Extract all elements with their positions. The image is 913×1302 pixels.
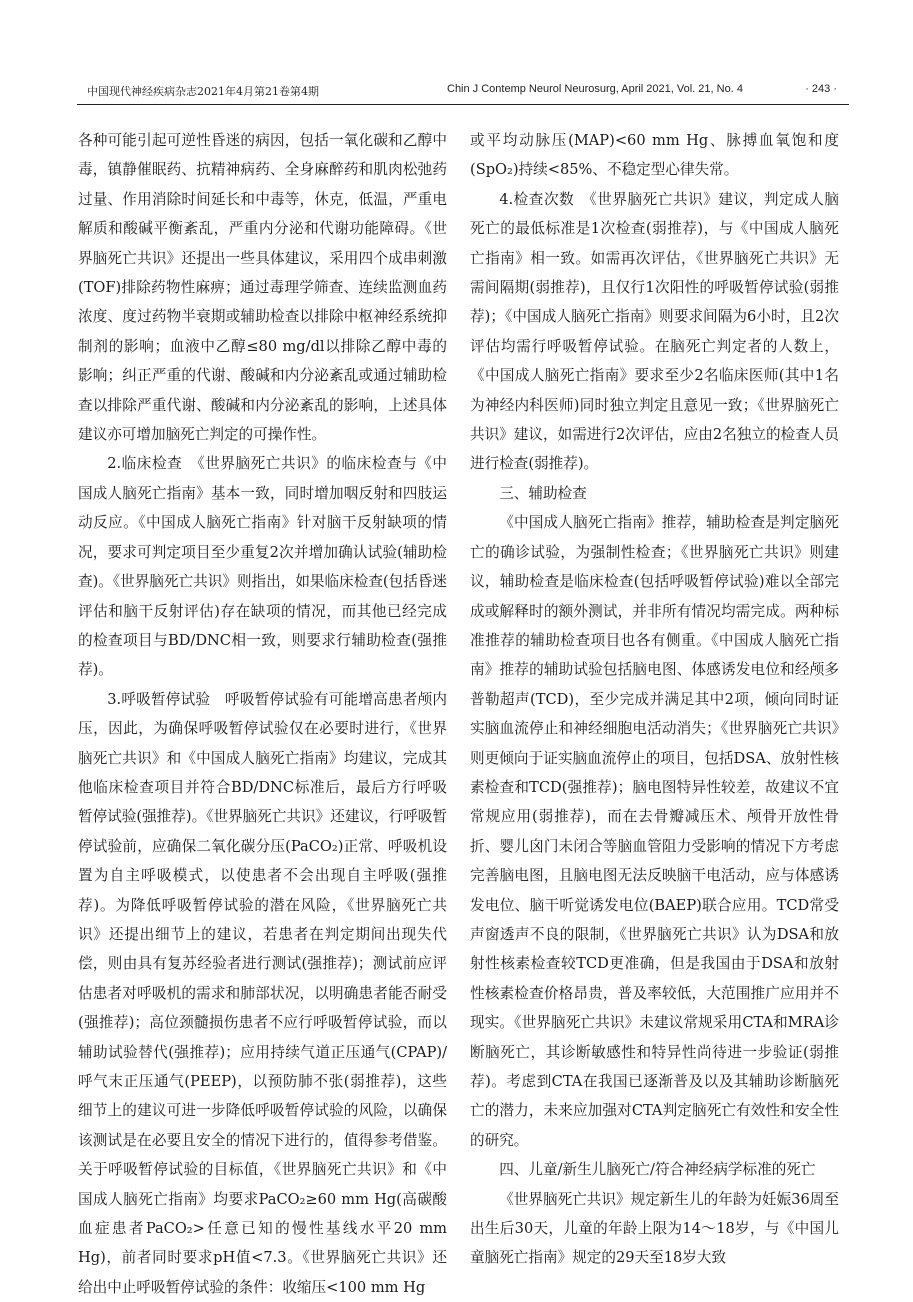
right-column <box>470 126 839 1273</box>
journal-title-en: Chin J Contemp Neurol Neurosurg, April 2021, Vol. 21, No. 4 <box>447 83 743 95</box>
journal-title-cn: 中国现代神经疾病杂志2021年4月第21卷第4期 <box>87 85 319 98</box>
paragraph-ancillary-tests: 《中国成人脑死亡指南》推荐，辅助检查是判定脑死亡的确诊试验，为强制性检查；《世界脑死亡共识》则建议，辅助检查是临床检查(包括呼吸暂停试验)难以全部完成或解释时的额外测试，并非所有情况均需完成。两种标准推荐的辅助检查项目也各有侧重。《中国成人脑死亡指南》推荐的辅助试验包括脑电图、体感诱发电位和经颅多普勒超声(TCD)，至少完成并满足其中2项，倾向同时证实脑血流停止和神经细胞电活动消失；《世界脑死亡共识》则更倾向于证实脑血流停止的项目，包括DSA、放射性核素检查和TCD(强推荐)；脑电图特异性较差，故建议不宜常规应用(弱推荐)，而在去骨瓣减压术、颅骨开放性骨折、婴儿囟门未闭合等脑血管阻力受影响的情况下方考虑完善脑电图，且脑电图无法反映脑干电活动，应与体感诱发电位、脑干听觉诱发电位(BAEP)联合应用。TCD常受声窗透声不良的限制，《世界脑死亡共识》认为DSA和放射性核素检查较TCD更准确，但是我国由于DSA和放射性核素检查价格昂贵，普及率较低，大范围推广应用并不现实。《世界脑死亡共识》未建议常规采用CTA和MRA诊断脑死亡，其诊断敏感性和特异性尚待进一步验证(弱推荐)。考虑到CTA在我国已逐渐普及以及其辅助诊断脑死亡的潜力，未来应加强对CTA判定脑死亡有效性和安全性的研究。 <box>470 514 839 1149</box>
section-heading-ancillary-tests: 三、辅助检查 <box>499 484 587 502</box>
paragraph-exam-count: 4.检查次数 《世界脑死亡共识》建议，判定成人脑死亡的最低标准是1次检查(弱推荐)，与《中国成人脑死亡指南》相一致。如需再次评估，《世界脑死亡共识》无需间隔期(弱推荐)，且仅行1次阳性的呼吸暂停试验(弱推荐)；《中国成人脑死亡指南》则要求间隔为6小时，且2次评估均需行呼吸暂停试验。在脑死亡判定者的人数上，《中国成人脑死亡指南》要求至少2名临床医师(其中1名为神经内科医师)同时独立判定且意见一致；《世界脑死亡共识》建议，如需进行2次评估，应由2名独立的检查人员进行检查(弱推荐)。 <box>470 190 840 473</box>
paragraph: 各种可能引起可逆性昏迷的病因，包括一氧化碳和乙醇中毒，镇静催眠药、抗精神病药、全身麻醉药和肌肉松弛药过量、作用消除时间延长和中毒等，休克，低温，严重电解质和酸碱平衡紊乱，严重内分泌和代谢功能障碍。《世界脑死亡共识》还提出一些具体建议，采用四个成串刺激(TOF)排除药物性麻痹；通过毒理学筛查、连续监测血药浓度、度过药物半衰期或辅助检查以排除中枢神经系统抑制剂的影响；血液中乙醇≤80 mg/dl以排除乙醇中毒的影响；纠正严重的代谢、酸碱和内分泌紊乱或通过辅助检查以排除严重代谢、酸碱和内分泌紊乱的影响，上述具体建议亦可增加脑死亡判定的可操作性。 <box>78 132 447 444</box>
page-number: · 243 · <box>805 83 837 95</box>
section-heading-pediatric: 四、儿童/新生儿脑死亡/符合神经病学标准的死亡 <box>499 1161 816 1179</box>
paragraph-pediatric: 《世界脑死亡共识》规定新生儿的年龄为妊娠36周至出生后30天，儿童的年龄上限为14～18岁，与《中国儿童脑死亡指南》规定的29天至18岁大致 <box>470 1190 839 1267</box>
left-column <box>78 126 447 1302</box>
running-header <box>77 78 849 105</box>
paragraph-clinical-exam: 2.临床检查 《世界脑死亡共识》的临床检查与《中国成人脑死亡指南》基本一致，同时增加咽反射和四肢运动反应。《中国成人脑死亡指南》针对脑干反射缺项的情况，要求可判定项目至少重复2次并增加确认试验(辅助检查)。《世界脑死亡共识》则指出，如果临床检查(包括昏迷评估和脑干反射评估)存在缺项的情况，而其他已经完成的检查项目与BD/DNC相一致，则要求行辅助检查(强推荐)。 <box>78 455 447 679</box>
paragraph: 或平均动脉压(MAP)<60 mm Hg、脉搏血氧饱和度(SpO₂)持续<85%、不稳定型心律失常。 <box>470 132 839 179</box>
paragraph-apnea-test: 3.呼吸暂停试验 呼吸暂停试验有可能增高患者颅内压，因此，为确保呼吸暂停试验仅在必要时进行，《世界脑死亡共识》和《中国成人脑死亡指南》均建议，完成其他临床检查项目并符合BD/DNC标准后，最后方行呼吸暂停试验(强推荐)。《世界脑死亡共识》还建议，行呼吸暂停试验前，应确保二氧化碳分压(PaCO₂)正常、呼吸机设置为自主呼吸模式，以使患者不会出现自主呼吸(强推荐)。为降低呼吸暂停试验的潜在风险，《世界脑死亡共识》还提出细节上的建议，若患者在判定期间出现失代偿，则由具有复苏经验者进行测试(强推荐)；测试前应评估患者对呼吸机的需求和肺部状况，以明确患者能否耐受(强推荐)；高位颈髓损伤患者不应行呼吸暂停试验，而以辅助试验替代(强推荐)；应用持续气道正压通气(CPAP)/呼气末正压通气(PEEP)，以预防肺不张(弱推荐)，这些细节上的建议可进一步降低呼吸暂停试验的风险，以确保该测试是在必要且安全的情况下进行的，值得参考借鉴。关于呼吸暂停试验的目标值，《世界脑死亡共识》和《中国成人脑死亡指南》均要求PaCO₂≥60 mm Hg(高碳酸血症患者PaCO₂>任意已知的慢性基线水平20 mm Hg)，前者同时要求pH值<7.3。《世界脑死亡共识》还给出中止呼吸暂停试验的条件：收缩压<100 mm Hg <box>78 690 447 1296</box>
